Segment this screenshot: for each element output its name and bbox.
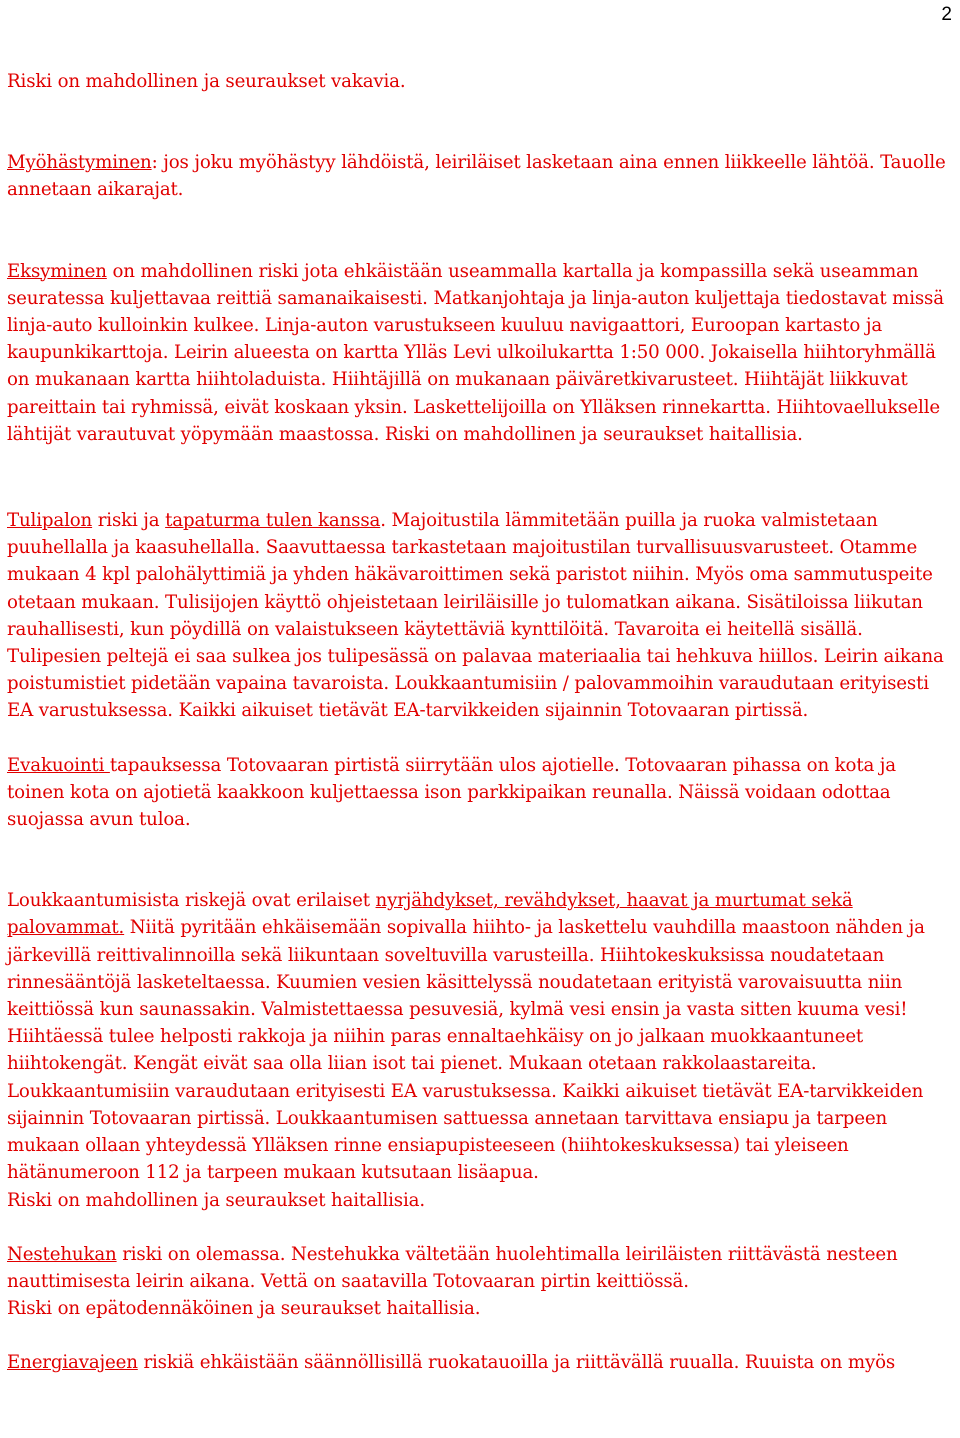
- document-body: [7, 68, 953, 1377]
- paragraph-evakuointi: [7, 752, 953, 834]
- paragraph-energiavaje: [7, 1349, 953, 1376]
- paragraph-myohastyminen: [7, 149, 953, 203]
- heading-loukkaantumiset: nyrjähdykset, revähdykset, haavat ja murtumat sekä palovammat.: [7, 890, 853, 939]
- paragraph-text: . Majoitustila lämmitetään puilla ja ruoka valmistetaan puuhellalla ja kaasuhellalla. Saavuttaessa tarkastetaan majoitustilan turvallisuusvarusteet. Otamme mukaan 4 kpl palohälyttimiä ja yhden häkävaroittimen sekä paristot niihin. Myös oma sammutuspeite otetaan mukaan. Tulisijojen käyttö ohjeistetaan leiriläisille jo tulomatkan aikana. Sisätiloissa liikutan rauhallisesti, kun pöydillä on valaistukseen käytettäviä kynttilöitä. Tavaroita ei heitellä sisällä. Tulipesien peltejä ei saa sulkea jos tulipesässä on palavaa materiaalia tai hehkuva hiillos. Leirin aikana poistumistiet pidetään vapaina tavaroista. Loukkaantumisiin / palovammoihin varaudutaan erityisesti EA varustuksessa. Kaikki aikuiset tietävät EA-tarvikkeiden sijainnin Totovaaran pirtissä.: [7, 510, 944, 722]
- paragraph-risk-summary: [7, 68, 953, 95]
- paragraph-text: : jos joku myöhästyy lähdöistä, leiriläiset lasketaan aina ennen liikkeelle lähtöä. Tauolle annetaan aikarajat.: [7, 152, 946, 201]
- heading-eksyminen: Eksyminen: [7, 260, 107, 282]
- heading-tapaturma: tapaturma tulen kanssa: [165, 510, 381, 532]
- heading-energiavajeen: Energiavajeen: [7, 1352, 138, 1374]
- paragraph-text: on mahdollinen riski jota ehkäistään useammalla kartalla ja kompassilla sekä useamman seuratessa kuljettavaa reittiä samanaikaisesti. Matkanjohtaja ja linja-auton kuljettaja tiedostavat missä linja-auto kulloinkin kulkee. Linja-auton varustukseen kuuluu navigaattori, Euroopan kartasto ja kaupunkikarttoja. Leirin alueesta on kartta Ylläs Levi ulkoilukartta 1:50 000. Jokaisella hiihtoryhmällä on mukanaan kartta hiihtoladuista. Hiihtäjillä on mukanaan päiväretkivarusteet. Hiihtäjät liikkuvat pareittain tai ryhmissä, eivät koskaan yksin. Laskettelijoilla on Ylläksen rinnekartta. Hiihtovaellukselle lähtijät varautuvat yöpymään maastossa. Riski on mahdollinen ja seuraukset haitallisia.: [7, 260, 944, 445]
- paragraph-text: riskiä ehkäistään säännöllisillä ruokatauoilla ja riittävällä ruualla. Ruuista on myös: [137, 1352, 896, 1374]
- paragraph-dot: .: [614, 754, 620, 776]
- page-number: 2: [941, 4, 952, 25]
- heading-myohastyminen: Myöhästyminen: [7, 152, 152, 174]
- paragraph-text: riski on olemassa. Nestehukka vältetään huolehtimalla leiriläisten riittävästä nesteen nauttimisesta leirin aikana. Vettä on saatavilla Totovaaran pirtin keittiössä.: [7, 1243, 898, 1292]
- paragraph-eksyminen: [7, 258, 953, 448]
- heading-tulipalon: Tulipalon: [7, 510, 93, 532]
- paragraph-tulipalo: [7, 507, 953, 725]
- heading-evakuointi: Evakuointi: [7, 754, 110, 776]
- paragraph-text: Riski on mahdollinen ja seuraukset vakavia.: [7, 71, 406, 92]
- paragraph-text: Loukkaantumisista riskejä ovat erilaiset: [7, 890, 376, 912]
- paragraph-text: tapauksessa Totovaaran pirtistä siirrytään ulos ajotielle: [109, 754, 614, 776]
- paragraph-nestehukka: [7, 1241, 953, 1323]
- paragraph-text: riski ja: [92, 510, 166, 532]
- risk-statement: Riski on epätodennäköinen ja seuraukset haitallisia.: [7, 1298, 481, 1320]
- paragraph-loukkaantumiset: [7, 887, 953, 1213]
- paragraph-text: Niitä pyritään ehkäisemään sopivalla hiihto- ja laskettelu vauhdilla maastoon nähden ja järkevillä reittivalinnoilla sekä liikuntaan soveltuvilla varusteilla. Hiihtokeskuksissa noudatetaan rinnesääntöjä lasketeltaessa. Kuumien vesien käsittelyssä noudatetaan erityistä varovaisuutta niin keittiössä kun saunassakin. Valmistettaessa pesuvesiä, kylmä vesi ensin ja vasta sitten kuuma vesi! Hiihtäessä tulee helposti rakkoja ja niihin paras ennaltaehkäisy on jo jalkaan muokkaantuneet hiihtokengät. Kengät eivät saa olla liian isot tai pienet. Mukaan otetaan rakkolaastareita. Loukkaantumisiin varaudutaan erityisesti EA varustuksessa. Kaikki aikuiset tietävät EA-tarvikkeiden sijainnin Totovaaran pirtissä. Loukkaantumisen sattuessa annetaan tarvittava ensiapu ja tarpeen mukaan ollaan yhteydessä Ylläksen rinne ensiapupisteeseen (hiihtokeskuksessa) tai yleiseen hätänumeroon 112 ja tarpeen mukaan kutsutaan lisäapua.: [7, 917, 925, 1184]
- risk-statement: Riski on mahdollinen ja seuraukset haitallisia.: [7, 1189, 425, 1211]
- paragraph-text: Totovaaran pihassa on kota ja toinen kota on ajotietä kaakkoon kuljettaessa ison parkkipaikan reunalla. Näissä voidaan odottaa suojassa avun tuloa.: [7, 754, 896, 831]
- heading-nestehukan: Nestehukan: [7, 1243, 117, 1265]
